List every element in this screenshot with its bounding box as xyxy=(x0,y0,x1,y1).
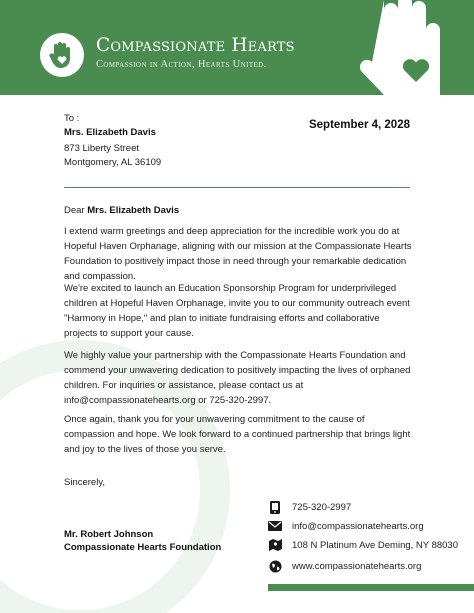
paragraph-1: I extend warm greetings and deep appreciation for the incredible work you do at Hopeful Haven Orphanage, aligning with our mission at the Compassionate Hearts Foundation to positively impact those in need through your remarkable dedication and compassion. xyxy=(64,226,412,282)
email-icon xyxy=(268,519,282,533)
paragraph-2: We're excited to launch an Education Sponsorship Program for underprivileged children at Hopeful Haven Orphanage, invite you to our community outreach event "Harmony in Hope," and plan to initiate fundraising efforts and collaborative projects to support your cause. xyxy=(64,283,410,339)
hand-heart-icon xyxy=(48,40,76,70)
signer-organization: Compassionate Hearts Foundation xyxy=(64,542,222,553)
brand-tagline: Compassion in Action, Hearts United. xyxy=(96,59,267,70)
to-label: To : xyxy=(64,113,80,124)
contact-address xyxy=(268,538,458,552)
contact-email-text: info@compassionatehearts.org xyxy=(292,520,424,532)
contact-website xyxy=(268,559,421,573)
map-icon xyxy=(268,538,282,552)
divider xyxy=(64,187,410,188)
letterhead-header xyxy=(0,0,474,95)
contact-phone xyxy=(268,500,351,514)
contact-address-text: 108 N Platinum Ave Deming, NY 88030 xyxy=(292,539,458,551)
greeting xyxy=(64,205,179,216)
brand-name: Compassionate Hearts xyxy=(96,35,295,56)
greeting-name: Mrs. Elizabeth Davis xyxy=(87,205,180,216)
letter-date: September 4, 2028 xyxy=(308,119,410,131)
contact-email xyxy=(268,519,424,533)
signer-name: Mr. Robert Johnson xyxy=(64,529,154,540)
contact-phone-text: 725-320-2997 xyxy=(292,501,352,513)
logo xyxy=(40,33,84,77)
greeting-prefix: Dear xyxy=(64,205,85,216)
recipient-address-line2: Montgomery, AL 36109 xyxy=(64,157,162,168)
contact-website-text: www.compassionatehearts.org xyxy=(292,560,422,572)
globe-icon xyxy=(268,559,282,573)
closing: Sincerely, xyxy=(64,477,106,488)
decorative-hand-heart-icon xyxy=(346,0,474,95)
phone-icon xyxy=(268,500,282,514)
recipient-name: Mrs. Elizabeth Davis xyxy=(64,127,156,138)
recipient-address-line1: 873 Liberty Street xyxy=(64,143,139,154)
paragraph-3: We highly value your partnership with the Compassionate Hearts Foundation and commend your unwavering dedication to positively impacting the lives of orphaned children. For inquiries or assistance, please contact us at info@compassionatehearts.org or 725-320-2997. xyxy=(64,350,411,406)
paragraph-4: Once again, thank you for your unwavering commitment to the cause of compassion and hope. We look forward to a continued partnership that brings light and joy to the lives of those you serve. xyxy=(64,414,411,455)
footer-bar xyxy=(268,584,474,591)
